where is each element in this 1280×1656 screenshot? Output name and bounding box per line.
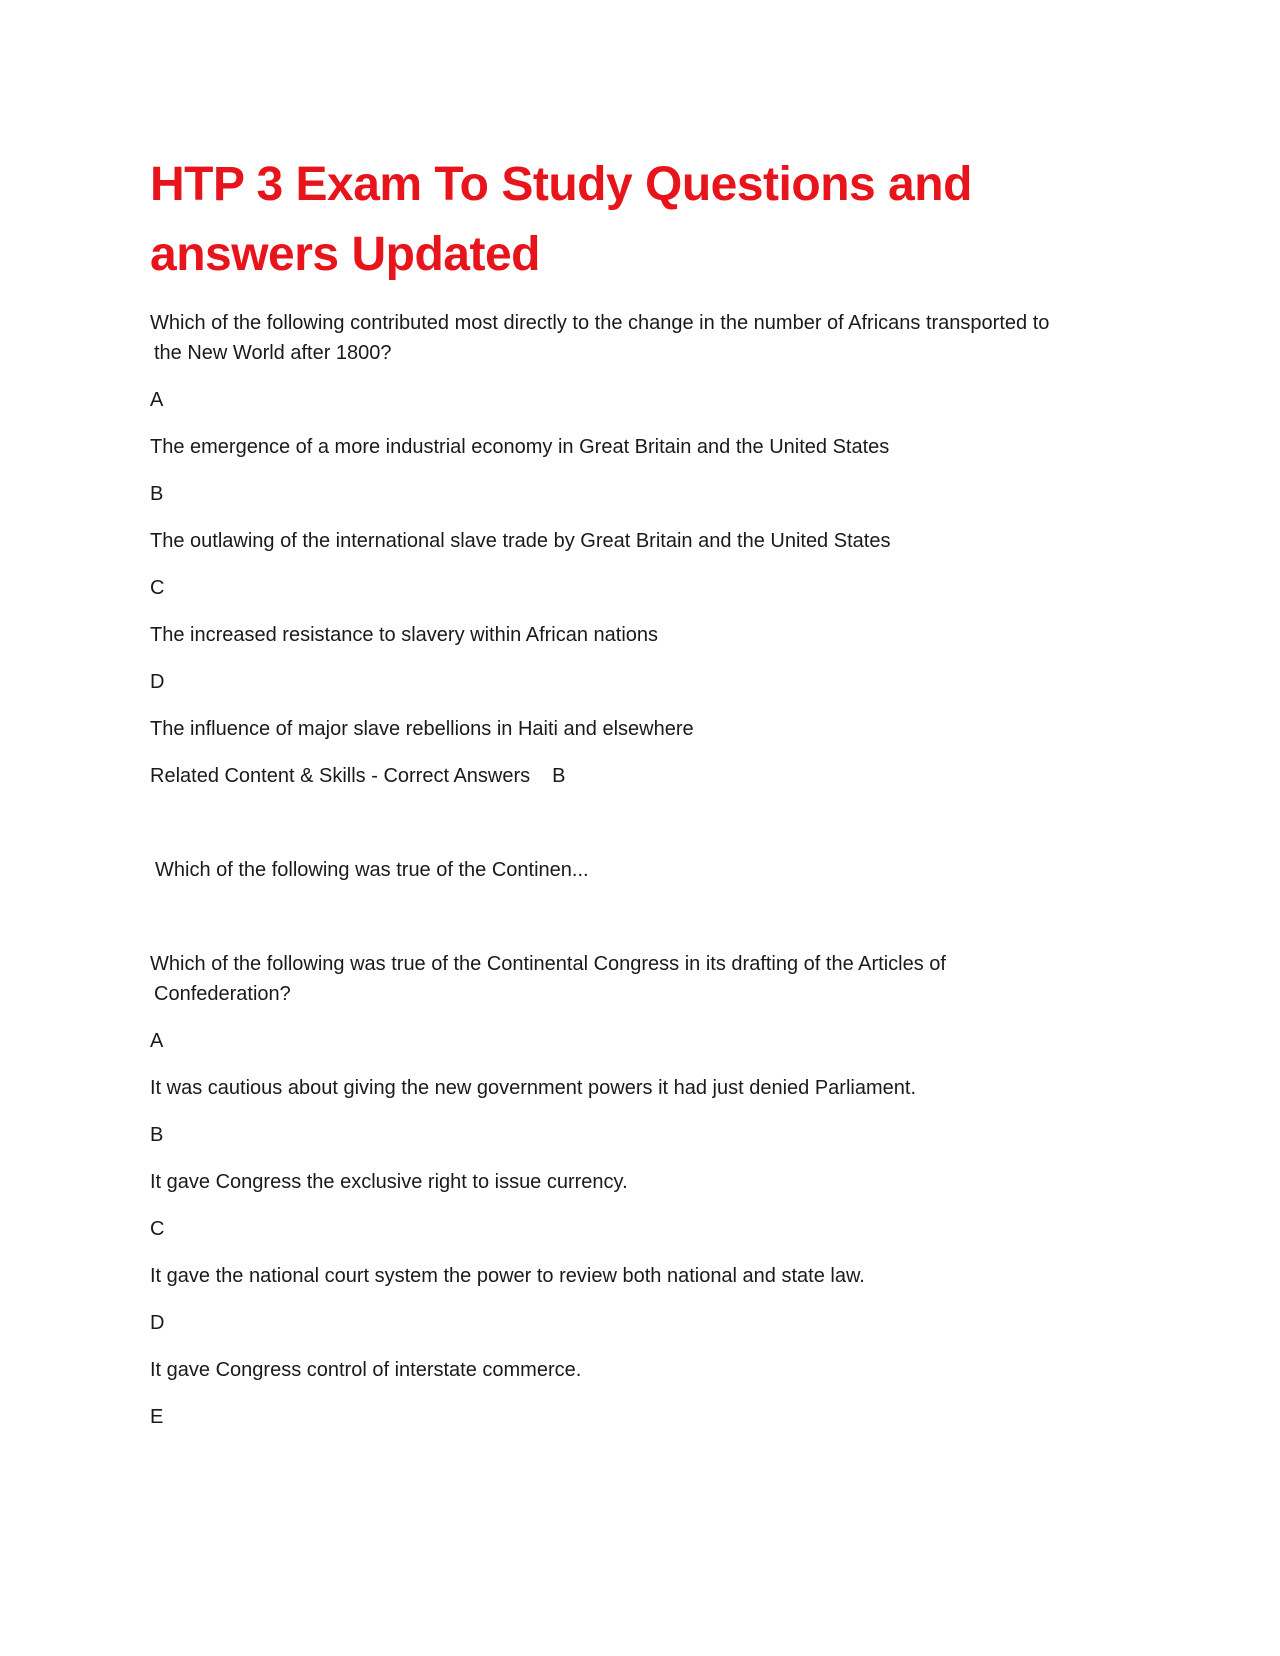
q2-option-b-letter: B [150, 1124, 164, 1146]
q2-option-a-text: It was cautious about giving the new government powers it had just denied Parliament. [150, 1077, 916, 1099]
q2-option-a-letter: A [150, 1030, 164, 1052]
question-1-line-1: Which of the following contributed most directly to the change in the number of Africans transported to [150, 312, 1050, 334]
q1-option-c-text: The increased resistance to slavery within African nations [150, 624, 659, 646]
question-1-line-2: the New World after 1800? [154, 342, 392, 364]
q1-option-c-letter: C [150, 577, 165, 599]
q1-option-a-letter: A [150, 389, 164, 411]
q2-option-b-text: It gave Congress the exclusive right to issue currency. [150, 1171, 628, 1193]
spacer [150, 808, 1130, 855]
title-line-1: HTP 3 Exam To Study Questions and [150, 158, 972, 211]
q2-option-c-text: It gave the national court system the power to review both national and state law. [150, 1265, 865, 1287]
question-2-line-2: Confederation? [154, 983, 291, 1005]
question-2-line-1: Which of the following was true of the Continental Congress in its drafting of the Articles of [150, 953, 946, 975]
q2-option-e-letter: E [150, 1406, 164, 1428]
q1-answer-row [150, 761, 1130, 791]
q1-option-a-text: The emergence of a more industrial economy in Great Britain and the United States [150, 436, 890, 458]
q2-option-d-letter: D [150, 1312, 165, 1334]
document-page [150, 150, 1130, 1449]
q1-option-b-text: The outlawing of the international slave trade by Great Britain and the United States [150, 530, 891, 552]
q1-option-d-letter: D [150, 671, 165, 693]
q2-option-c-letter: C [150, 1218, 165, 1240]
page-title [150, 150, 1130, 290]
question-2-text [150, 949, 1130, 1009]
q2-option-d-text: It gave Congress control of interstate commerce. [150, 1359, 582, 1381]
correct-answer: B [552, 765, 566, 787]
title-line-2: answers Updated [150, 228, 540, 281]
spacer [150, 902, 1130, 949]
question-1-text [150, 308, 1130, 368]
q1-option-b-letter: B [150, 483, 164, 505]
q1-option-d-text: The influence of major slave rebellions in Haiti and elsewhere [150, 718, 694, 740]
question-preview: Which of the following was true of the Continen... [155, 859, 589, 881]
related-content-label: Related Content & Skills - Correct Answers [150, 765, 531, 787]
